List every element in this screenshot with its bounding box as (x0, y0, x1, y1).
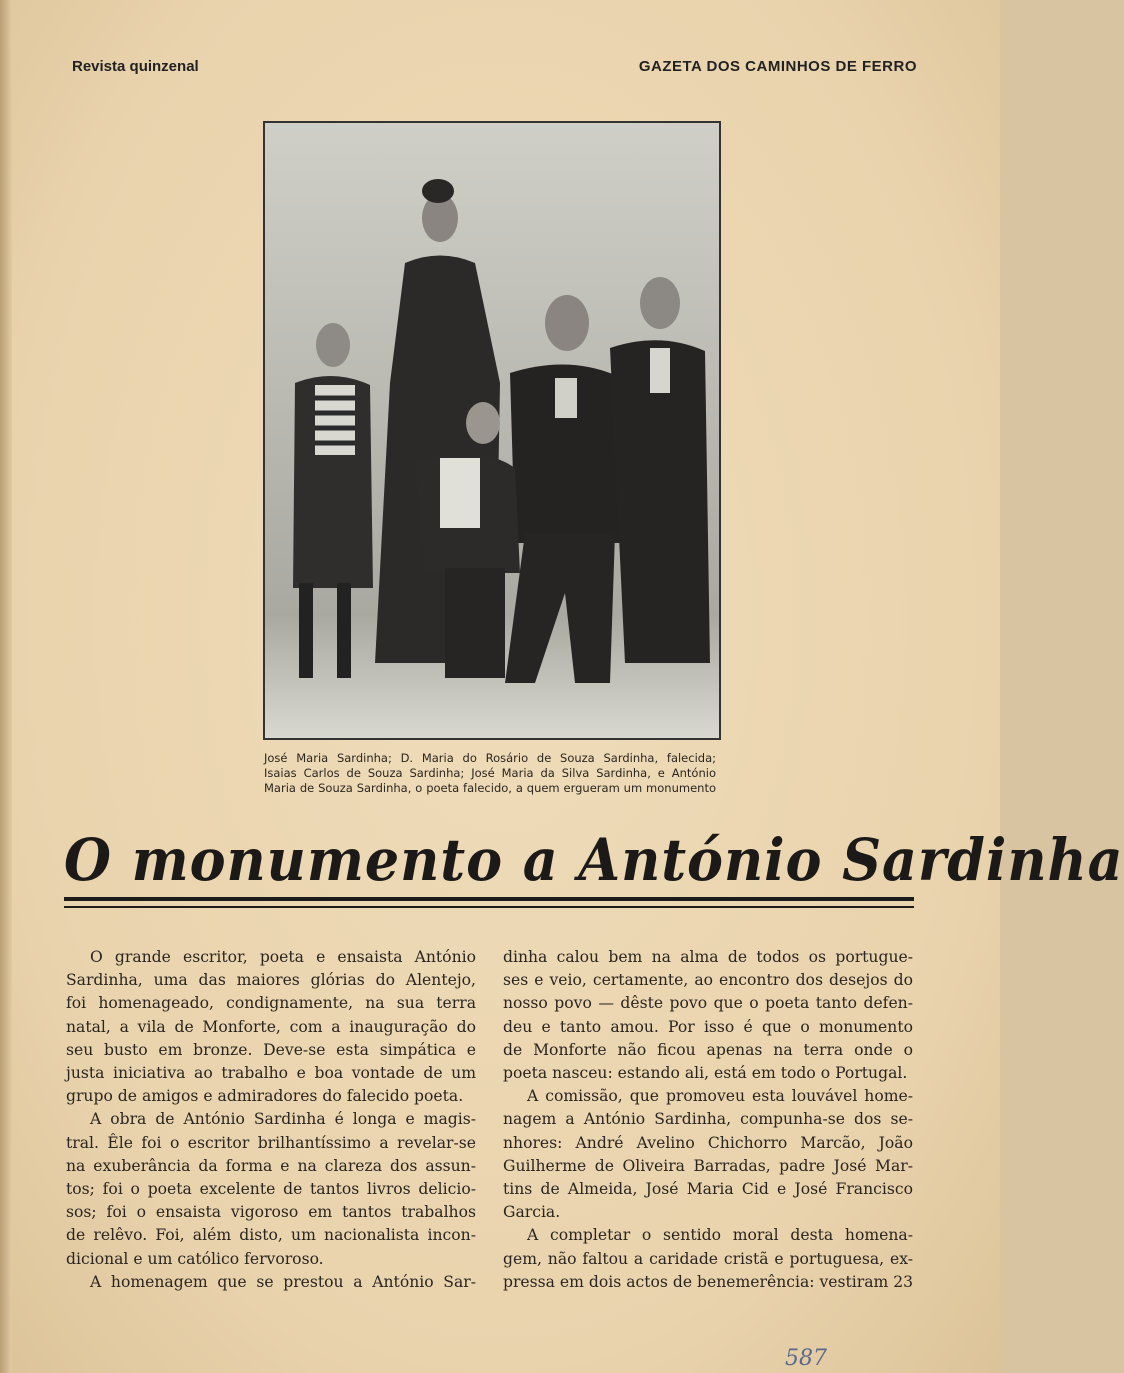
page-edge (0, 0, 12, 1373)
text-line: tos; foi o poeta excelente de tantos livros delicio- (66, 1180, 476, 1199)
text-line: A homenagem que se prestou a António Sar- (90, 1272, 476, 1291)
text-line: Garcia. (503, 1203, 561, 1222)
text-line: de relêvo. Foi, além disto, um nacionalista incon- (66, 1226, 476, 1245)
text-line: nhores: André Avelino Chichorro Marcão, João (503, 1133, 913, 1152)
article-title: O monumento a António Sardinha (64, 826, 1124, 894)
caption-line: José Maria Sardinha; D. Maria do Rosário de Souza Sardinha, falecida; (264, 751, 716, 765)
text-line: de Monforte não ficou apenas na terra onde o (503, 1040, 913, 1059)
text-line: tral. Êle foi o escritor brilhantíssimo a revelar-se (66, 1133, 476, 1152)
article-column-1 (66, 946, 476, 1294)
text-line: gem, não faltou a caridade cristã e portuguesa, ex- (503, 1249, 913, 1268)
text-line: foi homenageado, condignamente, na sua terra (66, 994, 476, 1013)
header-left: Revista quinzenal (72, 58, 199, 75)
article-column-2 (503, 946, 913, 1294)
text-line: ses e veio, certamente, ao encontro dos desejos do (503, 971, 913, 990)
text-line: natal, a vila de Monforte, com a inauguração do (66, 1017, 476, 1036)
text-line: nosso povo — dêste povo que o poeta tanto defen- (503, 994, 913, 1013)
family-photograph (263, 121, 721, 740)
text-line: A obra de António Sardinha é longa e magis- (90, 1110, 476, 1129)
title-rule-thin (64, 906, 914, 908)
title-rule-thick (64, 897, 914, 901)
text-line: seu busto em bronze. Deve-se esta simpática e (66, 1040, 476, 1059)
text-line: A completar o sentido moral desta homena- (527, 1226, 913, 1245)
page-number: 587 (785, 1346, 827, 1371)
text-line: deu e tanto amou. Por isso é que o monumento (503, 1017, 913, 1036)
text-line: sos; foi o ensaista vigoroso em tantos trabalhos (66, 1203, 476, 1222)
text-line: A comissão, que promoveu esta louvável home- (527, 1087, 913, 1106)
text-line: O grande escritor, poeta e ensaista António (90, 948, 476, 966)
text-line: grupo de amigos e admiradores do falecido poeta. (66, 1087, 464, 1106)
caption-line: Maria de Souza Sardinha, o poeta falecido, a quem ergueram um monumento (264, 781, 716, 795)
caption-line: Isaias Carlos de Souza Sardinha; José Maria da Silva Sardinha, e António (264, 766, 716, 780)
text-line: pressa em dois actos de benemerência: vestiram 23 (503, 1272, 914, 1291)
text-line: poeta nasceu: estando ali, está em todo o Portugal. (503, 1064, 908, 1083)
text-line: na exuberância da forma e na clareza dos assun- (66, 1156, 476, 1175)
photo-caption (264, 751, 716, 796)
text-line: dicional e um católico fervoroso. (66, 1249, 324, 1268)
text-line: Guilherme de Oliveira Barradas, padre José Mar- (503, 1156, 913, 1175)
header-right: GAZETA DOS CAMINHOS DE FERRO (638, 58, 917, 75)
text-line: dinha calou bem na alma de todos os portugue- (503, 948, 913, 966)
text-line: justa iniciativa ao trabalho e boa vontade de um (66, 1064, 476, 1083)
text-line: nagem a António Sardinha, compunha-se dos se- (503, 1110, 913, 1129)
text-line: tins de Almeida, José Maria Cid e José Francisco (503, 1180, 913, 1199)
text-line: Sardinha, uma das maiores glórias do Alentejo, (66, 971, 476, 990)
